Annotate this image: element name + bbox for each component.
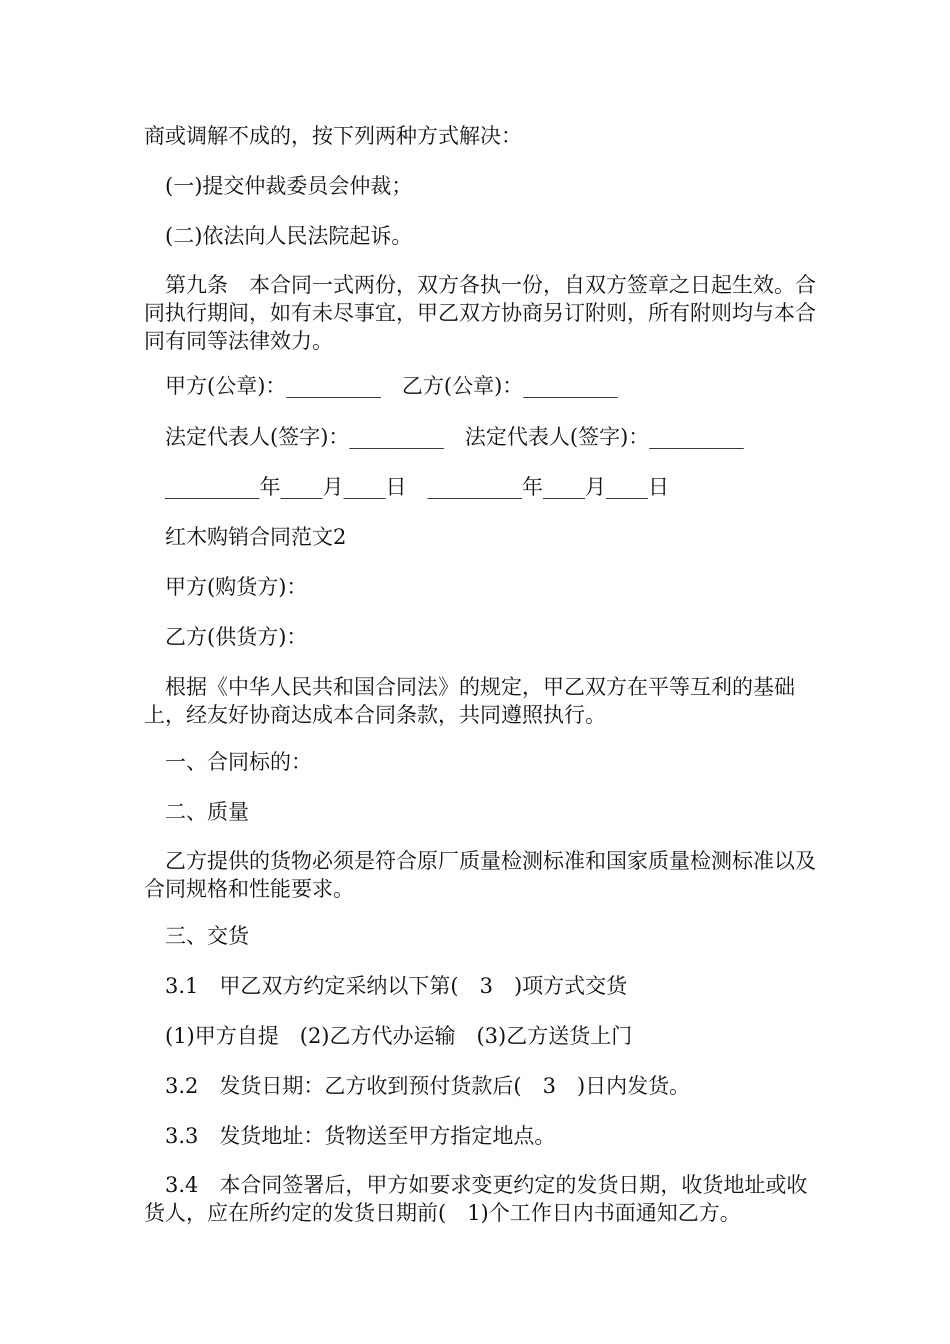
paragraph: 乙方提供的货物必须是符合原厂质量检测标准和国家质量检测标准以及合同规格和性能要求。: [144, 849, 816, 901]
paragraph: 3.2 发货日期：乙方收到预付货款后( 3 )日内发货。: [144, 1074, 691, 1098]
paragraph: 第九条 本合同一式两份，双方各执一份，自双方签章之日起生效。合同执行期间，如有未尽事宜，甲乙双方协商另订附则，所有附则均与本合同有同等法律效力。: [144, 273, 816, 353]
paragraph: 商或调解不成的，按下列两种方式解决：: [144, 124, 522, 148]
paragraph: 乙方(供货方)：: [144, 625, 308, 649]
paragraph: (二)依法向人民法院起诉。: [144, 224, 413, 248]
section-title: 红木购销合同范文2: [144, 525, 347, 549]
paragraph: 甲方(购货方)：: [144, 575, 308, 599]
paragraph: 根据《中华人民共和国合同法》的规定，甲乙双方在平等互利的基础上，经友好协商达成本合同条款，共同遵照执行。: [144, 675, 795, 727]
signature-line: 法定代表人(签字)：_________ 法定代表人(签字)：_________: [144, 425, 744, 449]
paragraph: 二、质量: [144, 800, 249, 824]
paragraph: 3.3 发货地址：货物送至甲方指定地点。: [144, 1124, 556, 1148]
paragraph: (一)提交仲裁委员会仲裁；: [144, 174, 413, 198]
paragraph: (1)甲方自提 (2)乙方代办运输 (3)乙方送货上门: [144, 1024, 633, 1048]
paragraph: 三、交货: [144, 924, 249, 948]
paragraph: 一、合同标的：: [144, 750, 312, 774]
paragraph: 3.4 本合同签署后，甲方如要求变更约定的发货日期，收货地址或收货人，应在所约定的发货日期前( 1)个工作日内书面通知乙方。: [144, 1173, 808, 1225]
date-line: _________年____月____日 _________年____月____日: [144, 475, 669, 499]
signature-line: 甲方(公章)：_________ 乙方(公章)：_________: [144, 374, 618, 398]
paragraph: 3.1 甲乙双方约定采纳以下第( 3 )项方式交货: [144, 974, 628, 998]
